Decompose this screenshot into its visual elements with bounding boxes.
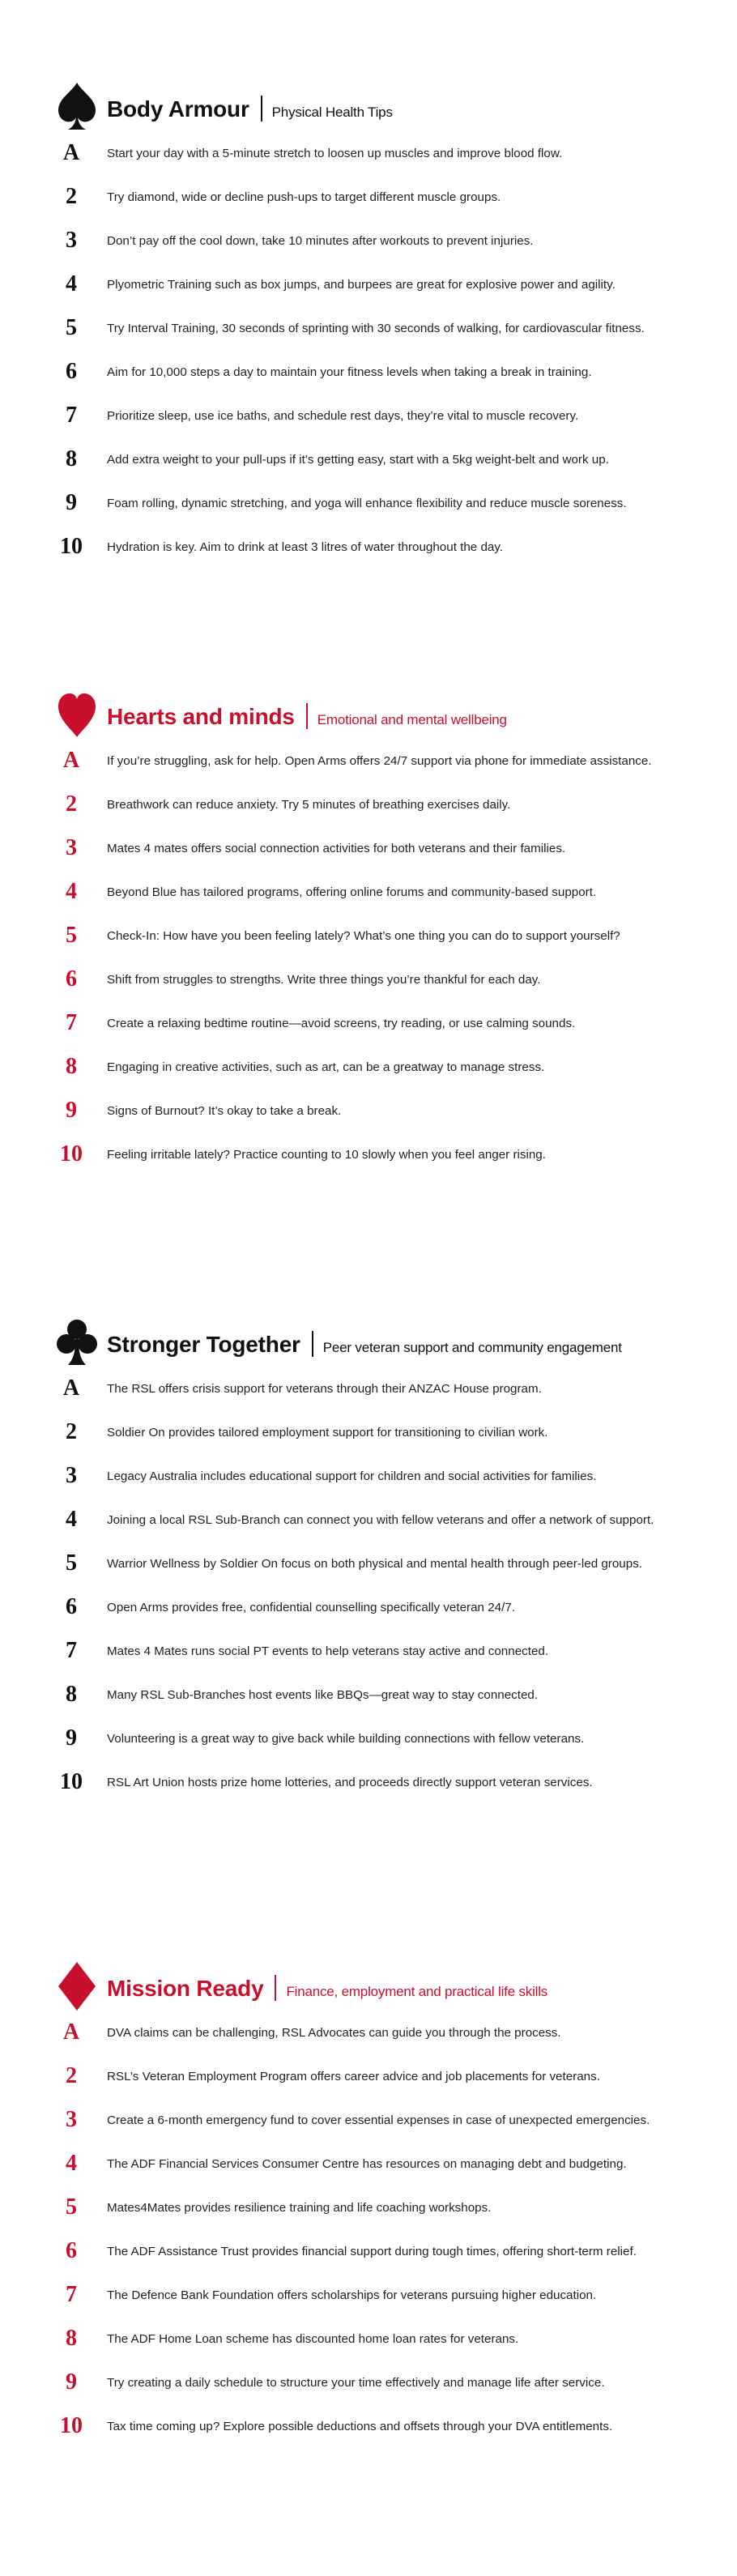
section-title-text: Body Armour — [107, 96, 249, 122]
list-item — [55, 747, 719, 791]
item-text: Warrior Wellness by Soldier On focus on both physical and mental health through peer-led groups. — [107, 1557, 643, 1571]
item-text: Mates 4 mates offers social connection activities for both veterans and their families. — [107, 842, 566, 855]
section-subtitle: Physical Health Tips — [271, 104, 393, 120]
item-text: Tax time coming up? Explore possible deductions and offsets through your DVA entitlements. — [107, 2420, 613, 2433]
item-number: 2 — [66, 2063, 77, 2088]
item-text: Create a 6-month emergency fund to cover essential expenses in case of unexpected emergencies. — [107, 2113, 650, 2127]
item-number: 6 — [66, 966, 77, 992]
item-number: A — [62, 140, 80, 165]
item-number: 2 — [66, 791, 77, 817]
list-item — [55, 922, 719, 966]
item-text: RSL Art Union hosts prize home lotteries, and proceeds directly support veteran services. — [107, 1776, 593, 1789]
section-title-text: Stronger Together — [107, 1332, 300, 1357]
item-number: 4 — [66, 271, 77, 296]
item-text: Add extra weight to your pull-ups if it’s getting easy, start with a 5kg weight-belt and work up. — [107, 453, 609, 467]
list-item — [55, 1462, 719, 1506]
item-text: Foam rolling, dynamic stretching, and yoga will enhance flexibility and reduce muscle soreness. — [107, 497, 627, 510]
section-header — [55, 1316, 703, 1373]
section-title — [107, 1331, 622, 1358]
item-number: A — [62, 748, 80, 773]
list-item — [55, 2106, 719, 2150]
item-number: 7 — [66, 403, 77, 428]
item-number: 3 — [66, 2107, 77, 2132]
section-header — [55, 689, 703, 745]
item-number: 3 — [66, 228, 77, 253]
item-text: Joining a local RSL Sub-Branch can connect you with fellow veterans and offer a network of support. — [107, 1513, 654, 1527]
list-item — [55, 489, 719, 533]
item-number: 9 — [66, 1725, 77, 1751]
item-text: Try diamond, wide or decline push-ups to target different muscle groups. — [107, 190, 501, 204]
item-text: Legacy Australia includes educational support for children and social activities for families. — [107, 1469, 597, 1483]
item-text: Hydration is key. Aim to drink at least 3 litres of water throughout the day. — [107, 540, 504, 554]
spade-icon — [55, 81, 99, 133]
section-subtitle: Peer veteran support and community engagement — [322, 1340, 622, 1355]
section-stronger-together — [55, 1316, 703, 1794]
item-text: RSL’s Veteran Employment Program offers career advice and job placements for veterans. — [107, 2070, 600, 2083]
list-item — [55, 2062, 719, 2106]
item-number: 4 — [66, 1507, 77, 1532]
list-item — [55, 2150, 719, 2194]
item-text: The Defence Bank Foundation offers scholarships for veterans pursuing higher education. — [107, 2288, 597, 2302]
list-item — [55, 227, 719, 271]
list-item — [55, 358, 719, 402]
item-number: 8 — [66, 446, 77, 471]
list-item — [55, 533, 719, 577]
item-text: Mates 4 Mates runs social PT events to help veterans stay active and connected. — [107, 1644, 549, 1658]
item-text: Soldier On provides tailored employment support for transitioning to civilian work. — [107, 1426, 548, 1439]
item-text: Mates4Mates provides resilience training and life coaching workshops. — [107, 2201, 492, 2215]
section-title-text: Mission Ready — [107, 1976, 264, 2001]
item-number: A — [62, 1375, 80, 1401]
item-number: 2 — [66, 184, 77, 209]
tips-list — [55, 747, 719, 1184]
item-text: The ADF Home Loan scheme has discounted home loan rates for veterans. — [107, 2332, 519, 2346]
title-separator — [306, 703, 308, 729]
item-number: 8 — [66, 1054, 77, 1079]
item-text: Try Interval Training, 30 seconds of sprinting with 30 seconds of walking, for cardiovascular fitness. — [107, 322, 645, 335]
item-text: Don’t pay off the cool down, take 10 minutes after workouts to prevent injuries. — [107, 234, 534, 248]
title-separator — [312, 1331, 313, 1357]
list-item — [55, 1053, 719, 1097]
item-number: 8 — [66, 2326, 77, 2351]
list-item — [55, 1768, 719, 1812]
item-number: 10 — [60, 1769, 83, 1794]
item-text: The ADF Assistance Trust provides financial support during tough times, offering short-term relief. — [107, 2245, 637, 2258]
item-text: Beyond Blue has tailored programs, offering online forums and community-based support. — [107, 885, 597, 899]
item-text: Volunteering is a great way to give back while building connections with fellow veterans. — [107, 1732, 585, 1746]
list-item — [55, 314, 719, 358]
list-item — [55, 1506, 719, 1550]
section-subtitle: Finance, employment and practical life skills — [286, 1984, 548, 1999]
list-item — [55, 834, 719, 878]
item-number: 7 — [66, 1010, 77, 1035]
list-item — [55, 2412, 719, 2456]
list-item — [55, 791, 719, 834]
item-number: 5 — [66, 2194, 77, 2220]
item-number: 5 — [66, 1550, 77, 1576]
title-separator — [261, 96, 262, 122]
item-text: The RSL offers crisis support for veterans through their ANZAC House program. — [107, 1382, 542, 1396]
item-number: 6 — [66, 359, 77, 384]
list-item — [55, 1681, 719, 1725]
list-item — [55, 1637, 719, 1681]
heart-icon — [55, 689, 99, 740]
item-text: Try creating a daily schedule to structure your time effectively and manage life after service. — [107, 2376, 605, 2390]
section-mission-ready — [55, 1960, 703, 2438]
item-text: Create a relaxing bedtime routine—avoid screens, try reading, or use calming sounds. — [107, 1017, 576, 1030]
list-item — [55, 1550, 719, 1593]
item-text: Prioritize sleep, use ice baths, and schedule rest days, they’re vital to muscle recovery. — [107, 409, 579, 423]
list-item — [55, 402, 719, 446]
list-item — [55, 1375, 719, 1418]
list-item — [55, 1593, 719, 1637]
item-number: 2 — [66, 1419, 77, 1444]
item-number: 8 — [66, 1682, 77, 1707]
list-item — [55, 878, 719, 922]
item-text: DVA claims can be challenging, RSL Advocates can guide you through the process. — [107, 2026, 561, 2040]
list-item — [55, 2194, 719, 2237]
item-number: 10 — [60, 2413, 83, 2438]
item-number: 4 — [66, 879, 77, 904]
item-text: Check-In: How have you been feeling lately? What’s one thing you can do to support yourself? — [107, 929, 620, 943]
item-number: 4 — [66, 2151, 77, 2176]
list-item — [55, 183, 719, 227]
list-item — [55, 1725, 719, 1768]
section-header — [55, 81, 703, 138]
item-text: If you’re struggling, ask for help. Open Arms offers 24/7 support via phone for immediate assistance. — [107, 754, 652, 768]
item-text: Aim for 10,000 steps a day to maintain your fitness levels when taking a break in training. — [107, 365, 592, 379]
list-item — [55, 1418, 719, 1462]
item-number: 6 — [66, 1594, 77, 1619]
section-title — [107, 96, 393, 122]
section-header — [55, 1960, 703, 2017]
list-item — [55, 1141, 719, 1184]
item-text: Many RSL Sub-Branches host events like BBQs—great way to stay connected. — [107, 1688, 539, 1702]
section-title — [107, 1975, 547, 2002]
section-hearts-and-minds — [55, 689, 703, 1166]
list-item — [55, 271, 719, 314]
list-item — [55, 2237, 719, 2281]
item-number: 9 — [66, 1098, 77, 1123]
club-icon — [55, 1316, 99, 1368]
item-text: Signs of Burnout? It’s okay to take a break. — [107, 1104, 342, 1118]
list-item — [55, 2281, 719, 2325]
item-number: A — [62, 2019, 80, 2045]
section-title — [107, 703, 507, 730]
item-number: 10 — [60, 534, 83, 559]
item-text: The ADF Financial Services Consumer Centre has resources on managing debt and budgeting. — [107, 2157, 627, 2171]
item-text: Start your day with a 5-minute stretch to loosen up muscles and improve blood flow. — [107, 147, 563, 160]
item-number: 6 — [66, 2238, 77, 2263]
tips-list — [55, 2019, 719, 2456]
item-text: Shift from struggles to strengths. Write three things you’re thankful for each day. — [107, 973, 541, 987]
section-title-text: Hearts and minds — [107, 704, 295, 729]
list-item — [55, 2325, 719, 2369]
item-number: 3 — [66, 835, 77, 860]
item-number: 7 — [66, 2282, 77, 2307]
list-item — [55, 966, 719, 1009]
item-number: 9 — [66, 2369, 77, 2395]
section-subtitle: Emotional and mental wellbeing — [317, 712, 507, 727]
list-item — [55, 1097, 719, 1141]
item-number: 7 — [66, 1638, 77, 1663]
title-separator — [275, 1975, 276, 2001]
diamond-icon — [55, 1960, 99, 2012]
section-body-armour — [55, 81, 703, 559]
item-text: Breathwork can reduce anxiety. Try 5 minutes of breathing exercises daily. — [107, 798, 511, 812]
list-item — [55, 2019, 719, 2062]
item-number: 5 — [66, 923, 77, 948]
item-number: 5 — [66, 315, 77, 340]
tips-list — [55, 1375, 719, 1812]
tips-list — [55, 139, 719, 577]
item-text: Engaging in creative activities, such as art, can be a greatway to manage stress. — [107, 1060, 545, 1074]
item-text: Feeling irritable lately? Practice counting to 10 slowly when you feel anger rising. — [107, 1148, 546, 1162]
item-number: 9 — [66, 490, 77, 515]
list-item — [55, 2369, 719, 2412]
item-text: Plyometric Training such as box jumps, and burpees are great for explosive power and agility. — [107, 278, 616, 292]
item-number: 10 — [60, 1141, 83, 1166]
list-item — [55, 446, 719, 489]
item-text: Open Arms provides free, confidential counselling specifically veteran 24/7. — [107, 1601, 515, 1614]
list-item — [55, 1009, 719, 1053]
list-item — [55, 139, 719, 183]
item-number: 3 — [66, 1463, 77, 1488]
